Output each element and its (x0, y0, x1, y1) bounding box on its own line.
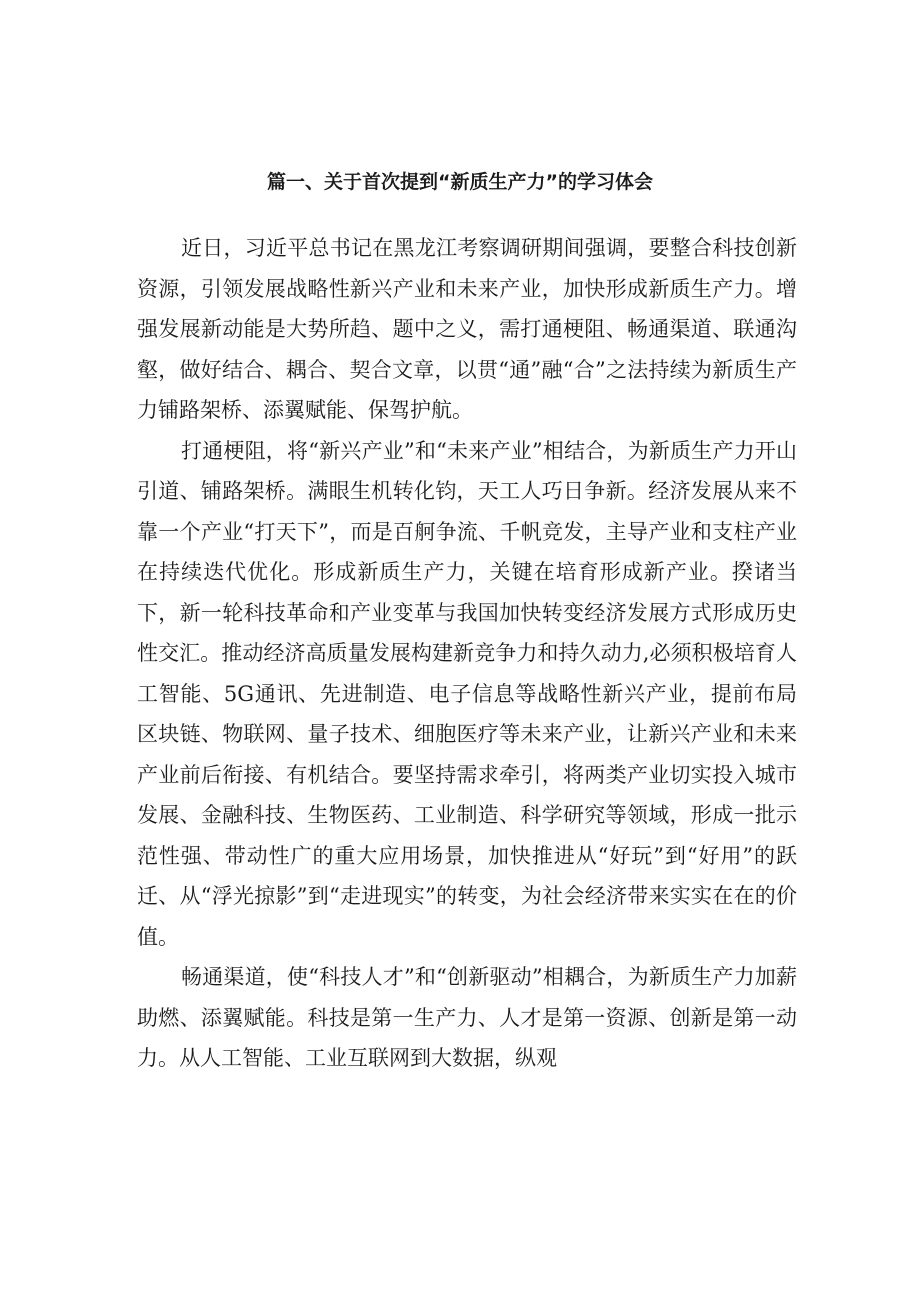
document-body (137, 228, 797, 1079)
paragraph-2: 打通梗阻，将“新兴产业”和“未来产业”相结合，为新质生产力开山引道、铺路架桥。满眼生机转化钧，天工人巧日争新。经济发展从来不靠一个产业“打天下”，而是百舸争流、千帆竞发，主导产业和支柱产业在持续迭代优化。形成新质生产力，关键在培育形成新产业。揆诸当下，新一轮科技革命和产业变革与我国加快转变经济发展方式形成历史性交汇。推动经济高质量发展构建新竞争力和持久动力,必须积极培育人工智能、5G通讯、先进制造、电子信息等战略性新兴产业，提前布局区块链、物联网、量子技术、细胞医疗等未来产业，让新兴产业和未来产业前后衔接、有机结合。要坚持需求牵引，将两类产业切实投入城市发展、金融科技、生物医药、工业制造、科学研究等领域，形成一批示范性强、带动性广的重大应用场景，加快推进从“好玩”到“好用”的跃迁、从“浮光掠影”到“走进现实”的转变，为社会经济带来实实在在的价值。 (137, 438, 797, 949)
document-title: 篇一、关于首次提到“新质生产力”的学习体会 (267, 171, 653, 193)
paragraph-3: 畅通渠道，使“科技人才”和“创新驱动”相耦合，为新质生产力加薪助燃、添翼赋能。科技是第一生产力、人才是第一资源、创新是第一动力。从人工智能、工业互联网到大数据，纵观 (137, 965, 797, 1070)
paragraph-1: 近日，习近平总书记在黑龙江考察调研期间强调，要整合科技创新资源，引领发展战略性新兴产业和未来产业，加快形成新质生产力。增强发展新动能是大势所趋、题中之义，需打通梗阻、畅通渠道、联通沟壑，做好结合、耦合、契合文章，以贯“通”融“合”之法持续为新质生产力铺路架桥、添翼赋能、保驾护航。 (137, 236, 797, 422)
